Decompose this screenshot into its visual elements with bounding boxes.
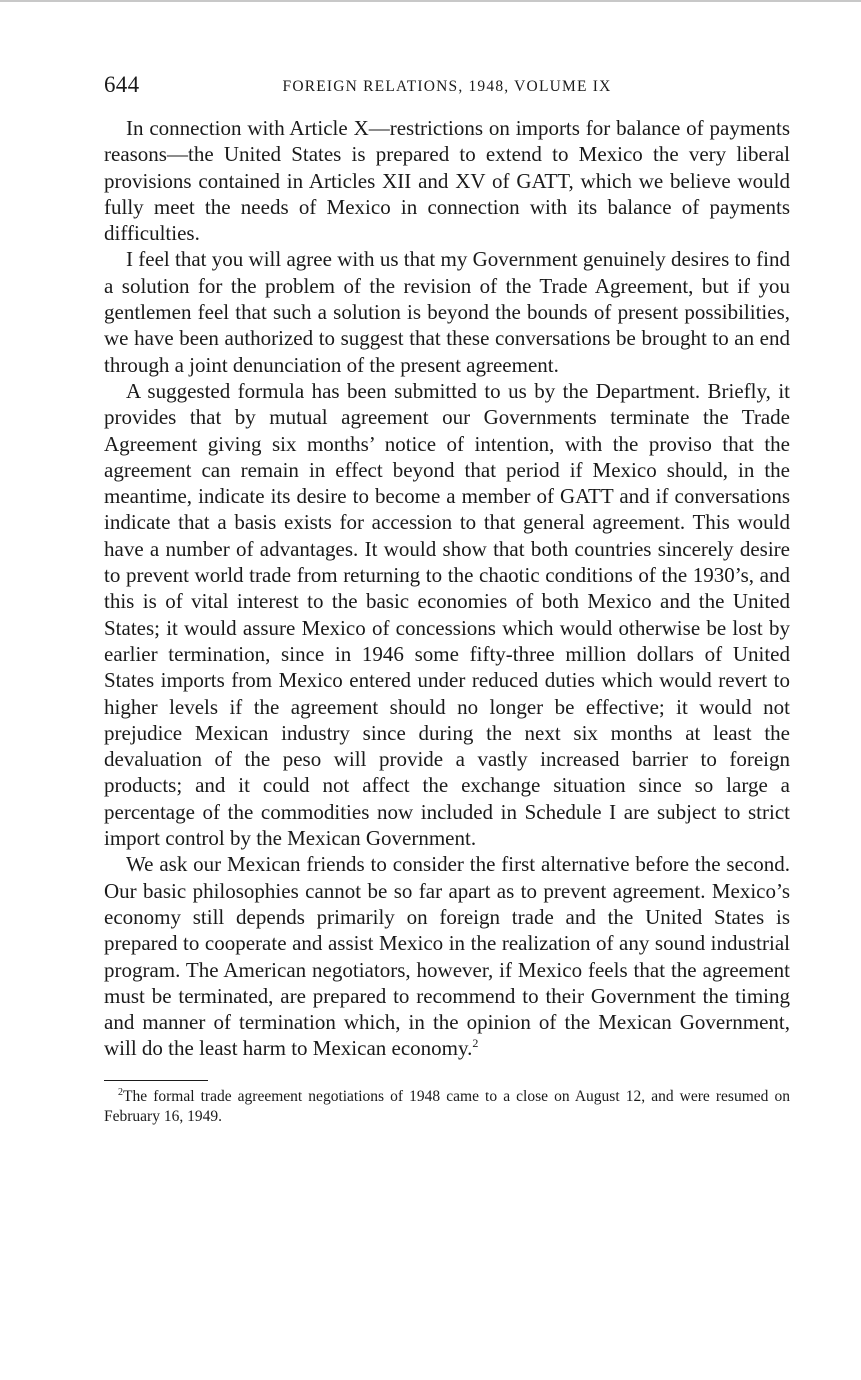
document-page [104,70,790,1127]
paragraph-joint-denunciation: I feel that you will agree with us that my Government genuinely desires to find a solution for the problem of the revision of the Trade Agreement, but if you gentlemen feel that such a solution is beyond the bounds of present possibilities, we have been authorized to suggest that these conversations be brought to an end through a joint denunciation of the present agreement. [104,247,790,377]
paragraph-alternatives-text: We ask our Mexican friends to consider the first alternative before the second. Our basic philosophies cannot be so far apart as to prevent agreement. Mexico’s economy still depends primarily on foreign trade and the United States is prepared to cooperate and assist Mexico in the realization of any sound industrial program. The American negotiators, however, if Mexico feels that the agreement must be terminated, are prepared to recommend to their Government the timing and manner of termination which, in the opinion of the Mexican Government, will do the least harm to Mexican economy. [104,852,790,1061]
footnote-reference: 2 [472,1036,479,1051]
body-text [104,115,790,1062]
footnote [104,1087,790,1127]
footnote-divider [104,1080,208,1081]
paragraph-article-x: In connection with Article X—restrictions on imports for balance of payments reasons—the United States is prepared to extend to Mexico the very liberal provisions contained in Articles XII and XV of GATT, which we believe would fully meet the needs of Mexico in connection with its balance of payments difficulties. [104,116,790,246]
footnote-text: The formal trade agreement negotiations of 1948 came to a close on August 12, and were resumed on February 16, 1949. [104,1087,790,1125]
paragraph-suggested-formula: A suggested formula has been submitted to us by the Department. Briefly, it provides that by mutual agreement our Governments terminate the Trade Agreement giving six months’ notice of intention, with the proviso that the agreement can remain in effect beyond that period if Mexico should, in the meantime, indicate its desire to become a member of GATT and if conversations indicate that a basis exists for accession to that general agreement. This would have a number of advantages. It would show that both countries sincerely desire to prevent world trade from returning to the chaotic conditions of the 1930’s, and this is of vital interest to the basic economies of both Mexico and the United States; it would assure Mexico of concessions which would otherwise be lost by earlier termination, since in 1946 some fifty-three million dollars of United States imports from Mexico entered under reduced duties which would revert to higher levels if the agreement should no longer be effective; it would not prejudice Mexican industry since during the next six months at least the devaluation of the peso will provide a vastly increased barrier to foreign products; and it could not affect the exchange situation since so large a percentage of the commodities now included in Schedule I are subject to strict import control by the Mexican Government. [104,378,790,851]
footnote-marker: 2 [118,1086,123,1098]
running-header [104,70,790,106]
running-title: FOREIGN RELATIONS, 1948, VOLUME IX [282,78,612,95]
page-number: 644 [104,72,140,97]
page-top-edge [0,0,861,2]
paragraph-alternatives [104,851,790,1061]
